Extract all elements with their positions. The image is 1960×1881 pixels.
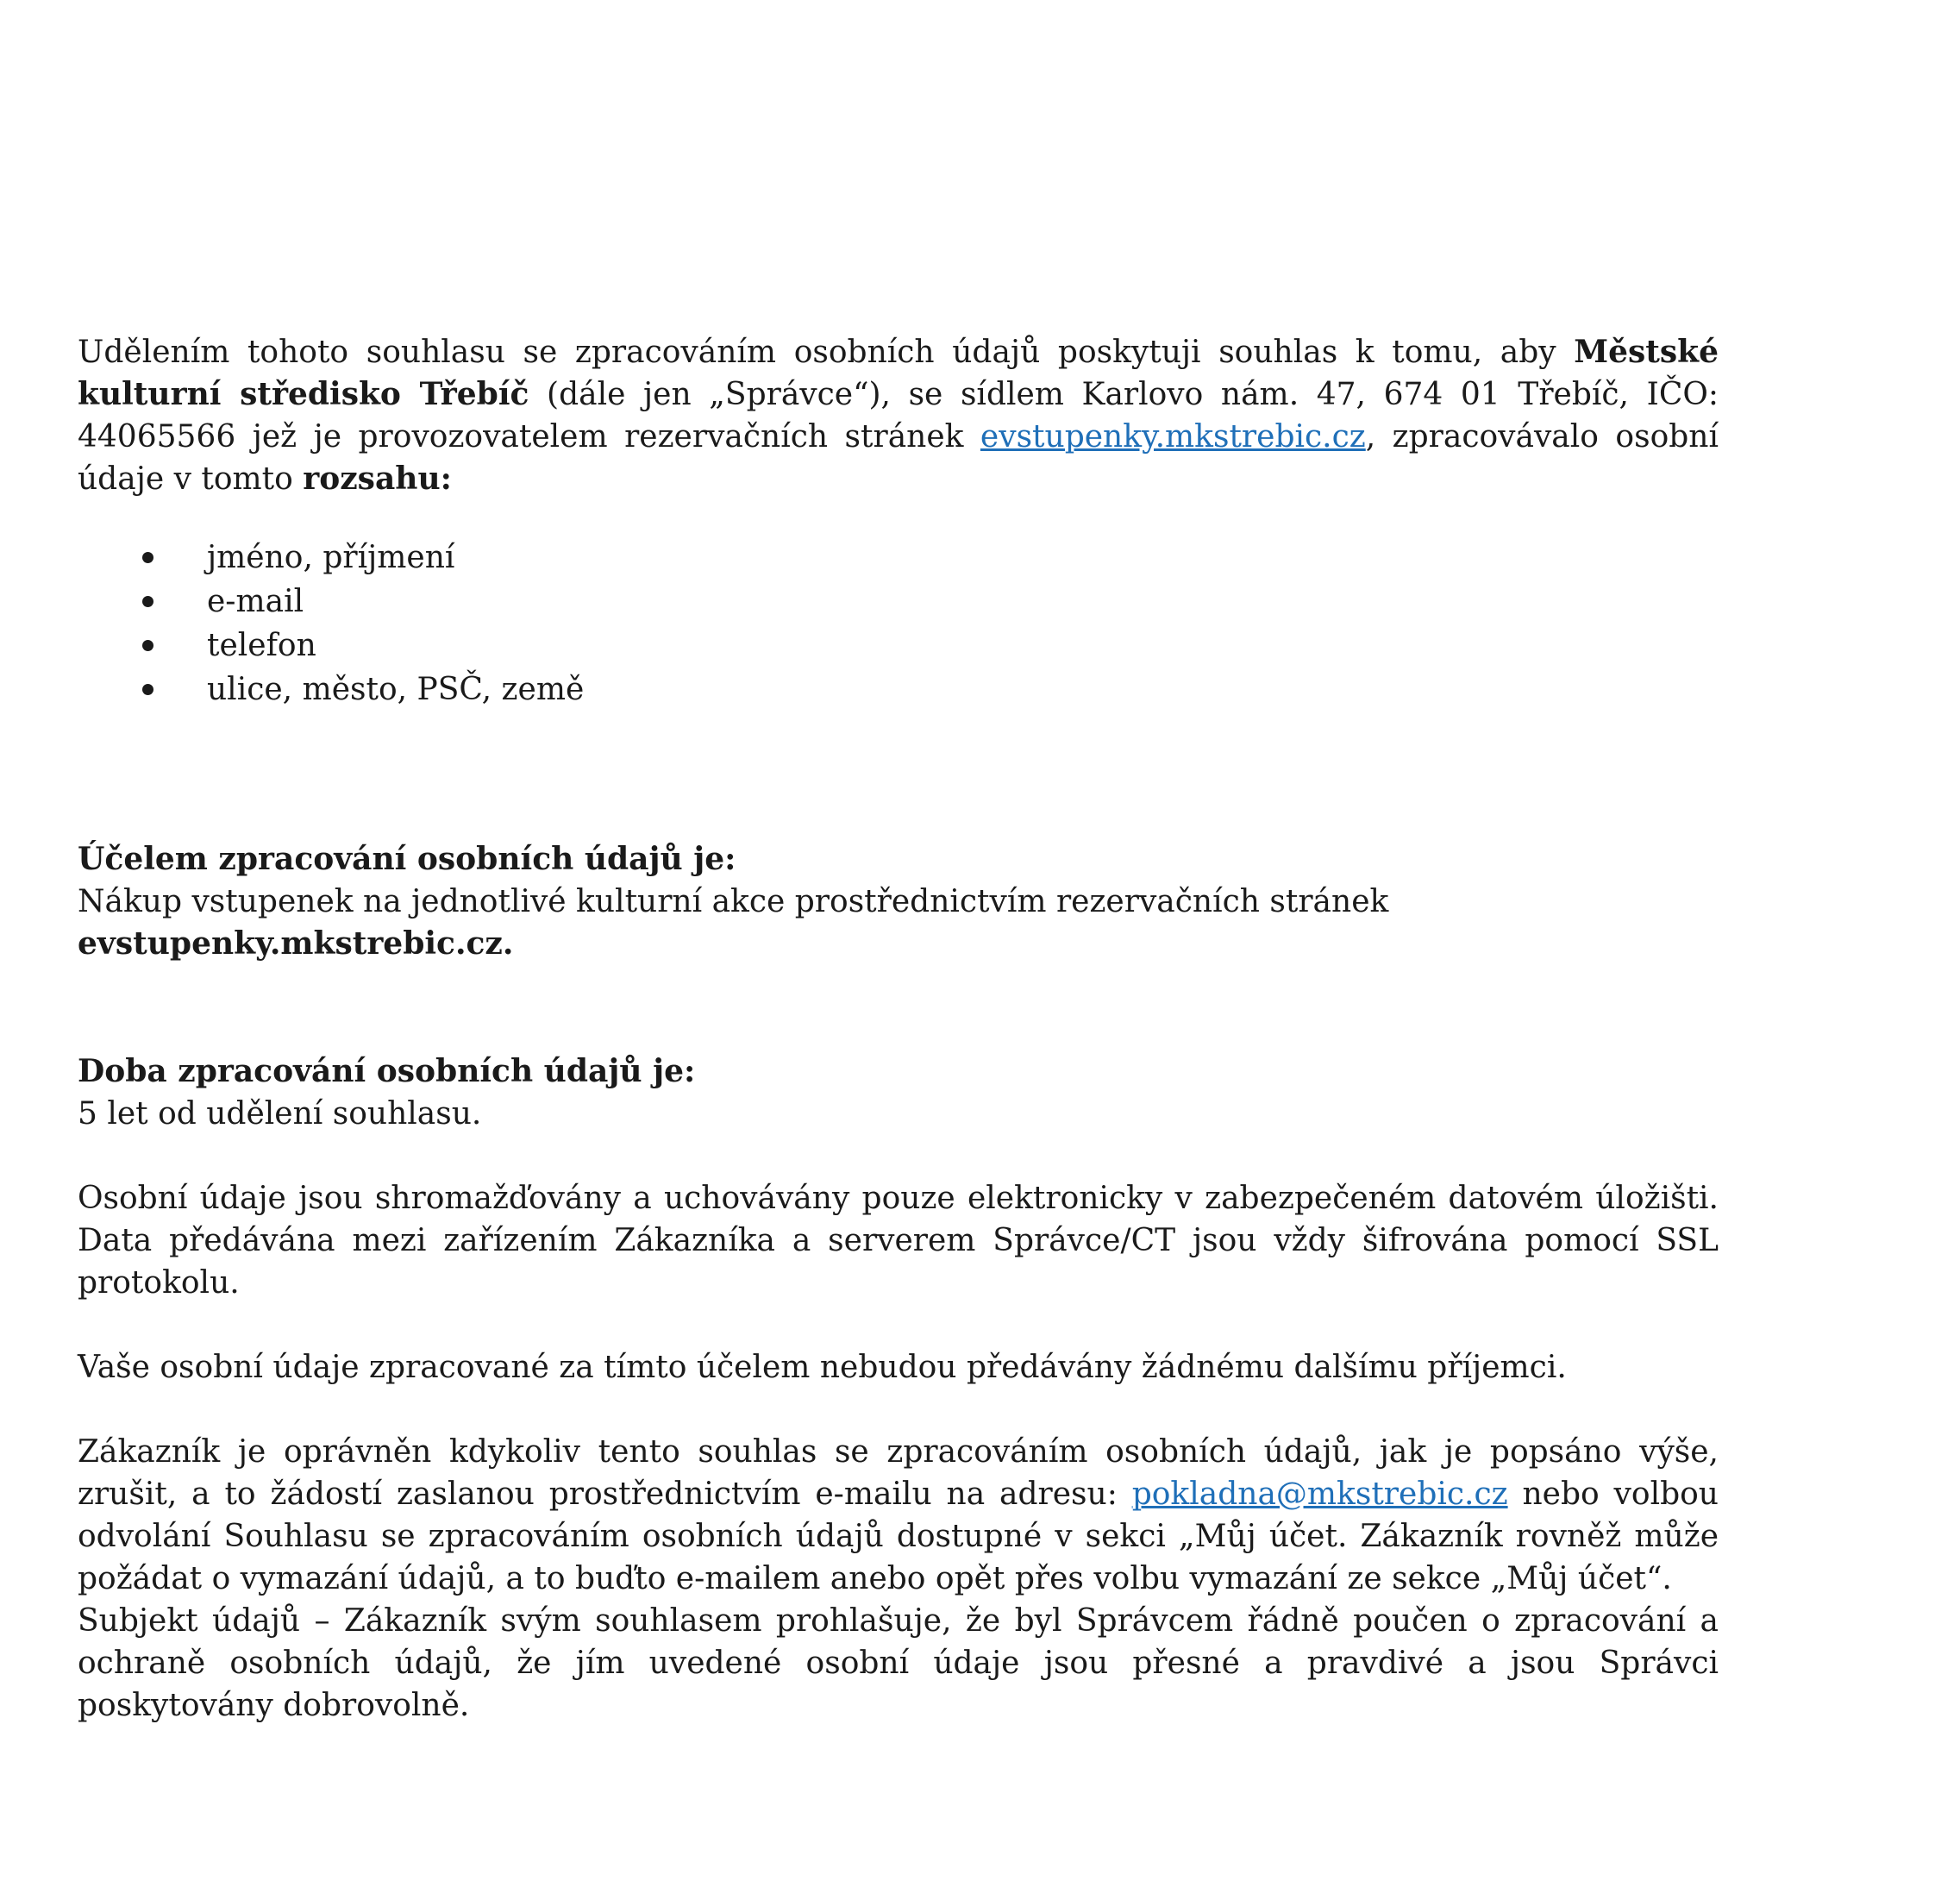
list-item-label: e-mail bbox=[207, 584, 304, 619]
list-item-label: ulice, město, PSČ, země bbox=[207, 672, 585, 707]
intro-text-2: (dále jen „Správce“), se sídlem Karlovo nám. 47, 674 01 Třebíč, IČO: 44065566 jež je provozovatelem rezervačních stránek bbox=[78, 377, 1719, 455]
scope-label: rozsahu: bbox=[303, 461, 452, 497]
duration-section bbox=[78, 1050, 1719, 1135]
purpose-text: Nákup vstupenek na jednotlivé kulturní akce prostřednictvím rezervačních stránek bbox=[78, 884, 1389, 919]
bullet-icon bbox=[142, 552, 153, 563]
list-item bbox=[78, 536, 1719, 580]
list-item-label: telefon bbox=[207, 628, 316, 663]
purpose-site: evstupenky.mkstrebic.cz. bbox=[78, 925, 514, 962]
controller-name: Městské kulturní středisko Třebíč bbox=[78, 334, 1719, 412]
revocation-paragraph bbox=[78, 1431, 1719, 1600]
revocation-text-2: nebo volbou odvolání Souhlasu se zpracováním osobních údajů dostupné v sekci „Můj účet. Zákazník rovněž může požádat o vymazání údajů, a to buďto e-mailem anebo opět přes volbu vymazání ze sekce „Můj účet“. bbox=[78, 1477, 1719, 1596]
declaration-paragraph: Subjekt údajů – Zákazník svým souhlasem prohlašuje, že byl Správcem řádně poučen o zpracování a ochraně osobních údajů, že jím uvedené osobní údaje jsou přesné a pravdivé a jsou Správci poskytovány dobrovolně. bbox=[78, 1603, 1719, 1723]
intro-text-1: Udělením tohoto souhlasu se zpracováním osobních údajů poskytuji souhlas k tomu, aby bbox=[78, 335, 1575, 370]
intro-text-3: , zpracovávalo osobní údaje v tomto bbox=[78, 419, 1719, 497]
list-item bbox=[78, 668, 1719, 712]
list-item bbox=[78, 580, 1719, 624]
purpose-section bbox=[78, 838, 1719, 965]
consent-document bbox=[78, 331, 1719, 1727]
bullet-icon bbox=[142, 596, 153, 607]
bullet-icon bbox=[142, 640, 153, 651]
purpose-heading: Účelem zpracování osobních údajů je: bbox=[78, 841, 736, 877]
storage-paragraph: Osobní údaje jsou shromažďovány a uchovávány pouze elektronicky v zabezpečeném datovém úložišti. Data předávána mezi zařízením Zákazníka a serverem Správce/CT jsou vždy šifrována pomocí SSL protokolu. bbox=[78, 1181, 1719, 1301]
revocation-text-1: Zákazník je oprávněn kdykoliv tento souhlas se zpracováním osobních údajů, jak je popsáno výše, zrušit, a to žádostí zaslanou prostřednictvím e-mailu na adresu: bbox=[78, 1434, 1719, 1512]
duration-heading: Doba zpracování osobních údajů je: bbox=[78, 1053, 696, 1089]
intro-paragraph bbox=[78, 331, 1719, 500]
contact-email-link[interactable]: pokladna@mkstrebic.cz bbox=[1131, 1477, 1508, 1512]
list-item-label: jméno, příjmení bbox=[207, 540, 455, 575]
scope-list bbox=[78, 536, 1719, 712]
reservation-site-link[interactable]: evstupenky.mkstrebic.cz bbox=[980, 419, 1366, 455]
recipients-paragraph: Vaše osobní údaje zpracované za tímto účelem nebudou předávány žádnému dalšímu příjemci. bbox=[78, 1350, 1567, 1385]
list-item bbox=[78, 624, 1719, 668]
bullet-icon bbox=[142, 684, 153, 695]
duration-text: 5 let od udělení souhlasu. bbox=[78, 1096, 482, 1132]
